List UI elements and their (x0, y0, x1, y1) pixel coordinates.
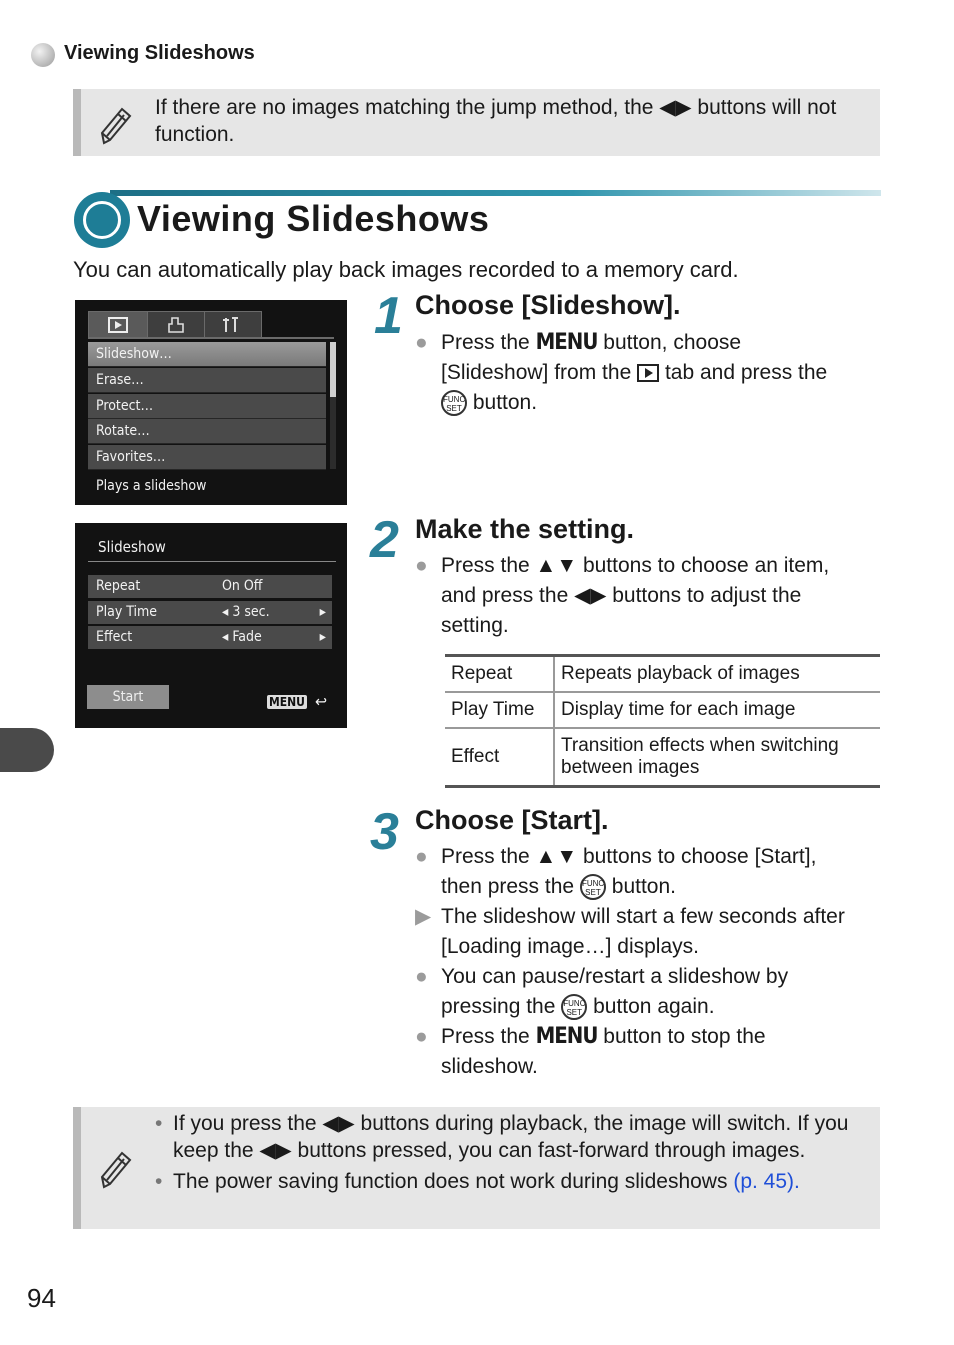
step2-bullet: ● Press the ▲▼ buttons to choose an item, and press the ◀▶ buttons to adjust the setting. (415, 551, 855, 641)
table-cell-desc: Repeats playback of images (554, 656, 880, 693)
camera-screen-playback-menu (75, 300, 347, 505)
list-item: • If you press the ◀▶ buttons during playback, the image will switch. If you keep the ◀▶ buttons pressed, you can fast-forward through images. (155, 1112, 849, 1162)
section-title: Viewing Slideshows (137, 198, 490, 239)
section-badge-ring (83, 201, 121, 239)
table-cell-desc: Display time for each image (554, 692, 880, 728)
step-heading-2: Make the setting. (415, 514, 635, 544)
step-number-3: 3 (370, 803, 399, 861)
setting-row-repeat: Repeat On Off (88, 575, 332, 598)
section-rule (110, 190, 881, 196)
table-cell-desc: Transition effects when switching between images (554, 728, 880, 787)
step3-bullets: ● Press the ▲▼ buttons to choose [Start], then press the FUNC SET button. ▶ The slideshow will start a few seconds after [Loading image…] displays. ● You can pause/restart a slideshow by pressing the FUNC SET button again. ● Press the MENU button to stop the slideshow. (415, 842, 885, 1082)
header-bullet-icon (31, 43, 55, 67)
print-icon (166, 316, 186, 334)
tab-print (147, 311, 205, 339)
bullet-icon: ● (415, 965, 428, 988)
menu-button-icon: MENU (535, 1024, 598, 1049)
bullet-icon: ● (415, 1025, 428, 1048)
return-arrow-icon: ↩ (315, 692, 328, 711)
section-intro: You can automatically play back images recorded to a memory card. (73, 257, 739, 282)
result-arrow-icon: ▶ (415, 905, 432, 928)
start-button: Start (87, 685, 169, 709)
func-set-button-icon: FUNC SET (441, 390, 467, 416)
bullet-icon: ● (415, 554, 428, 577)
slideshow-screen-title: Slideshow (98, 538, 166, 556)
step1-bullet: ● Press the MENU button, choose [Slideshow] from the tab and press the FUNC SET button. (415, 328, 855, 418)
camera-screen-slideshow-settings (75, 523, 347, 728)
setting-row-play-time: Play Time ◂ 3 sec. ▸ (88, 601, 332, 624)
table-row (445, 728, 880, 787)
menu-description: Plays a slideshow (96, 478, 207, 494)
tools-icon (222, 316, 244, 334)
menu-back-icon: MENU (269, 695, 305, 709)
menu-item-erase: Erase… (88, 368, 326, 393)
step-number-2: 2 (370, 511, 399, 569)
pencil-note-icon (96, 103, 136, 147)
bullet-icon: ● (415, 845, 428, 868)
menu-button-icon: MENU (535, 330, 598, 355)
play-icon (108, 317, 128, 333)
playback-tab-icon (637, 364, 659, 382)
running-header: Viewing Slideshows (64, 42, 255, 64)
tab-playback (88, 311, 148, 338)
tab-settings (204, 311, 262, 339)
page-number: 94 (27, 1283, 56, 1313)
func-set-button-icon: FUNC SET (580, 874, 606, 900)
list-item: • The power saving function does not work during slideshows (p. 45). (155, 1170, 800, 1193)
func-set-button-icon: FUNC SET (561, 994, 587, 1020)
note-list-bottom (155, 1110, 873, 1199)
setting-row-effect: Effect ◂ Fade ▸ (88, 626, 332, 649)
menu-item-slideshow: Slideshow… (88, 342, 326, 367)
step-heading-1: Choose [Slideshow]. (415, 290, 681, 320)
table-row (445, 656, 880, 693)
bullet-icon: ● (415, 331, 428, 354)
table-row (445, 692, 880, 728)
step-number-1: 1 (374, 287, 403, 345)
menu-item-favorites: Favorites… (88, 445, 326, 470)
table-cell-setting: Repeat (445, 656, 554, 693)
note-text-top: If there are no images matching the jump method, the ◀▶ buttons will not function. (155, 96, 837, 146)
menu-item-protect: Protect… (88, 394, 326, 419)
table-cell-setting: Effect (445, 728, 554, 787)
table-cell-setting: Play Time (445, 692, 554, 728)
page-reference-link[interactable]: (p. 45). (733, 1170, 800, 1193)
menu-item-rotate: Rotate… (88, 419, 326, 444)
chapter-side-tab (0, 728, 54, 772)
step-heading-3: Choose [Start]. (415, 805, 609, 835)
menu-scrollbar (330, 342, 336, 469)
pencil-note-icon (96, 1147, 136, 1191)
settings-table (445, 654, 880, 788)
